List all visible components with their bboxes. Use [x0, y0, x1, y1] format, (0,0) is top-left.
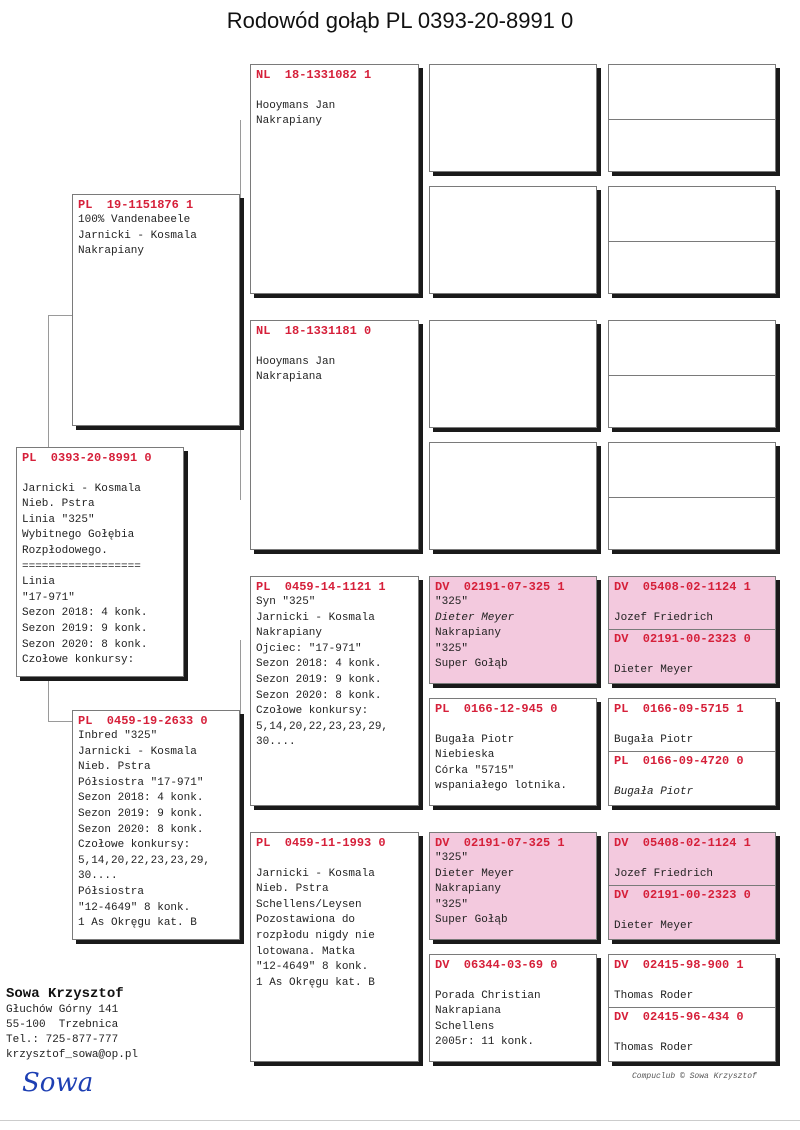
- detail-line: Linia "325": [22, 513, 95, 526]
- detail-line: Pozostawiona do: [256, 914, 356, 927]
- detail-line: Thomas Roder: [614, 989, 694, 1002]
- detail-line: Nakrapiany: [256, 627, 323, 640]
- pedigree-box-empty: [429, 320, 597, 428]
- detail-line: Jozef Friedrich: [614, 611, 714, 624]
- pigeon-details: [435, 717, 591, 795]
- pedigree-box-mff: [429, 576, 597, 684]
- detail-line: Sezon 2020: 8 konk.: [256, 689, 382, 702]
- detail-line: [614, 851, 770, 867]
- detail-line: Inbred "325": [78, 730, 158, 742]
- detail-line: Hooymans Jan: [256, 99, 336, 112]
- pigeon-details: [614, 769, 770, 800]
- pigeon-details: [614, 851, 770, 882]
- detail-line: Sezon 2020: 8 konk.: [22, 638, 148, 651]
- detail-line: [614, 647, 770, 663]
- ring-number: PL 19-1151876 1: [78, 198, 194, 212]
- page-title: Rodowód gołąb PL 0393-20-8991 0: [226, 8, 574, 33]
- ring-number: DV 06344-03-69 0: [435, 958, 558, 972]
- pedigree-box-main: [16, 447, 184, 677]
- detail-line: [614, 903, 770, 919]
- detail-line: Linia: [22, 576, 56, 589]
- detail-line: Hooymans Jan: [256, 355, 336, 368]
- pedigree-box-g4: [608, 954, 776, 1062]
- detail-line: Sezon 2020: 8 konk.: [78, 823, 204, 836]
- detail-line: "17-971": [22, 591, 75, 604]
- pigeon-details: [614, 717, 770, 748]
- detail-line: Nakrapiany: [78, 245, 145, 258]
- detail-line: "325": [435, 898, 469, 911]
- detail-line: Super Gołąb: [435, 658, 508, 671]
- detail-line: Schellens: [435, 1020, 495, 1033]
- ring-number: NL 18-1331181 0: [256, 324, 372, 338]
- pigeon-details: [256, 851, 413, 991]
- detail-line: Sezon 2018: 4 konk.: [78, 792, 204, 805]
- detail-line: Wybitnego Gołębia: [22, 529, 135, 542]
- detail-line: Schellens/Leysen: [256, 898, 362, 911]
- detail-line: Nakrapiana: [256, 371, 323, 384]
- ring-number: PL 0459-19-2633 0: [78, 714, 208, 728]
- detail-line: ==================: [22, 560, 141, 573]
- pigeon-details: [435, 595, 591, 673]
- copyright-note: Compuclub © Sowa Krzysztof: [632, 1072, 757, 1081]
- detail-line: 30....: [256, 736, 296, 749]
- ring-number: PL 0459-11-1993 0: [256, 836, 386, 850]
- detail-line: lotowana. Matka: [256, 945, 356, 958]
- ring-number: PL 0166-12-945 0: [435, 702, 558, 716]
- pigeon-details: [78, 729, 234, 932]
- breeder-info: [6, 985, 138, 1063]
- pedigree-box-g1: [608, 576, 776, 684]
- ring-number: PL 0166-09-4720 0: [614, 754, 744, 768]
- pedigree-box-empty: [608, 442, 776, 550]
- pigeon-details: [614, 1025, 770, 1056]
- detail-line: [22, 466, 178, 482]
- pigeon-details: [435, 973, 591, 1051]
- detail-line: "325": [435, 642, 469, 655]
- detail-line: Jarnicki - Kosmala: [22, 482, 141, 495]
- detail-line: Sezon 2018: 4 konk.: [256, 658, 382, 671]
- pigeon-details: [614, 903, 770, 934]
- detail-line: Dieter Meyer: [435, 867, 515, 880]
- detail-line: Sezon 2019: 9 konk.: [78, 807, 204, 820]
- detail-line: Jozef Friedrich: [614, 867, 714, 880]
- bottom-divider: [0, 1120, 800, 1121]
- pigeon-details: [256, 595, 413, 751]
- detail-line: Nakrapiany: [435, 883, 502, 896]
- detail-line: Ojciec: "17-971": [256, 642, 362, 655]
- ring-number: DV 02191-00-2323 0: [614, 888, 751, 902]
- detail-line: wspaniałego lotnika.: [435, 780, 568, 793]
- ring-number: DV 02191-07-325 1: [435, 580, 565, 594]
- signature: Sowa: [22, 1068, 94, 1098]
- detail-line: [256, 851, 413, 867]
- detail-line: 1 As Okręgu kat. B: [78, 917, 197, 930]
- detail-line: Nakrapiany: [256, 115, 323, 128]
- detail-line: Rozpłodowego.: [22, 544, 108, 557]
- pedigree-box-mother: [72, 710, 240, 940]
- detail-line: [614, 1025, 770, 1041]
- detail-line: Dieter Meyer: [614, 919, 694, 932]
- detail-line: Nakrapiany: [435, 627, 502, 640]
- pedigree-box-mm: [250, 832, 419, 1062]
- detail-line: [435, 717, 591, 733]
- ring-number: PL 0166-09-5715 1: [614, 702, 744, 716]
- detail-line: "325": [435, 596, 469, 608]
- pedigree-box-g3: [608, 832, 776, 940]
- detail-line: [614, 595, 770, 611]
- detail-line: Nieb. Pstra: [78, 761, 151, 774]
- detail-line: Thomas Roder: [614, 1041, 694, 1054]
- detail-line: 1 As Okręgu kat. B: [256, 976, 375, 989]
- detail-line: Czołowe konkursy:: [256, 705, 369, 718]
- detail-line: Jarnicki - Kosmala: [78, 745, 197, 758]
- ring-number: DV 05408-02-1124 1: [614, 580, 751, 594]
- detail-line: Niebieska: [435, 749, 495, 762]
- detail-line: Nakrapiana: [435, 1005, 502, 1018]
- detail-line: 5,14,20,22,23,23,29,: [78, 854, 211, 867]
- detail-line: Bugała Piotr: [614, 733, 694, 746]
- breeder-address2: 55-100 Trzebnica: [6, 1019, 119, 1031]
- detail-line: 2005r: 11 konk.: [435, 1036, 535, 1049]
- detail-line: Półsiostra: [78, 885, 145, 898]
- ring-number: DV 02415-96-434 0: [614, 1010, 744, 1024]
- detail-line: "12-4649" 8 konk.: [78, 901, 191, 914]
- ring-number: DV 05408-02-1124 1: [614, 836, 751, 850]
- detail-line: Syn "325": [256, 596, 316, 608]
- detail-line: Super Gołąb: [435, 914, 508, 927]
- detail-line: Dieter Meyer: [435, 611, 515, 624]
- detail-line: Sezon 2019: 9 konk.: [256, 673, 382, 686]
- detail-line: [614, 973, 770, 989]
- ring-number: DV 02415-98-900 1: [614, 958, 744, 972]
- pedigree-box-father: [72, 194, 240, 426]
- detail-line: [256, 83, 413, 99]
- ring-number: DV 02191-00-2323 0: [614, 632, 751, 646]
- detail-line: [614, 717, 770, 733]
- pigeon-details: [435, 851, 591, 929]
- detail-line: Bugała Piotr: [614, 785, 694, 798]
- pigeon-details: [78, 213, 234, 260]
- pedigree-box-mmf: [429, 832, 597, 940]
- pedigree-box-empty: [429, 64, 597, 172]
- ring-number: PL 0393-20-8991 0: [22, 451, 152, 465]
- detail-line: Półsiostra "17-971": [78, 776, 204, 789]
- detail-line: Jarnicki - Kosmala: [78, 229, 197, 242]
- detail-line: Czołowe konkursy:: [22, 654, 135, 667]
- pedigree-box-empty: [429, 442, 597, 550]
- detail-line: Nieb. Pstra: [256, 883, 329, 896]
- breeder-name: Sowa Krzysztof: [6, 986, 124, 1002]
- detail-line: "325": [435, 852, 469, 864]
- detail-line: Dieter Meyer: [614, 663, 694, 676]
- pigeon-details: [256, 339, 413, 386]
- pedigree-box-mf: [250, 576, 419, 806]
- detail-line: Jarnicki - Kosmala: [256, 611, 375, 624]
- pedigree-box-ff: [250, 64, 419, 294]
- detail-line: Czołowe konkursy:: [78, 839, 191, 852]
- detail-line: 30....: [78, 870, 118, 883]
- breeder-email: krzysztof_sowa@op.pl: [6, 1049, 139, 1061]
- detail-line: [614, 769, 770, 785]
- detail-line: Sezon 2019: 9 konk.: [22, 622, 148, 635]
- detail-line: Sezon 2018: 4 konk.: [22, 607, 148, 620]
- breeder-phone: Tel.: 725-877-777: [6, 1034, 119, 1046]
- detail-line: 5,14,20,22,23,23,29,: [256, 720, 389, 733]
- pedigree-box-fm: [250, 320, 419, 550]
- pedigree-box-empty: [608, 186, 776, 294]
- ring-number: PL 0459-14-1121 1: [256, 580, 386, 594]
- pigeon-details: [614, 647, 770, 678]
- pedigree-box-empty: [429, 186, 597, 294]
- pedigree-box-empty: [608, 320, 776, 428]
- pedigree-box-mmm: [429, 954, 597, 1062]
- breeder-address1: Głuchów Górny 141: [6, 1004, 119, 1016]
- pigeon-details: [614, 595, 770, 626]
- detail-line: Porada Christian: [435, 989, 541, 1002]
- pedigree-box-mfm: [429, 698, 597, 806]
- detail-line: Córka "5715": [435, 764, 515, 777]
- detail-line: "12-4649" 8 konk.: [256, 961, 369, 974]
- detail-line: [256, 339, 413, 355]
- pigeon-details: [22, 466, 178, 669]
- detail-line: Nieb. Pstra: [22, 498, 95, 511]
- detail-line: 100% Vandenabeele: [78, 214, 191, 226]
- ring-number: DV 02191-07-325 1: [435, 836, 565, 850]
- detail-line: [435, 973, 591, 989]
- pigeon-details: [614, 973, 770, 1004]
- pedigree-box-empty: [608, 64, 776, 172]
- pedigree-box-g2: [608, 698, 776, 806]
- detail-line: Jarnicki - Kosmala: [256, 867, 375, 880]
- detail-line: Bugała Piotr: [435, 733, 515, 746]
- pigeon-details: [256, 83, 413, 130]
- detail-line: rozpłodu nigdy nie: [256, 929, 375, 942]
- ring-number: NL 18-1331082 1: [256, 68, 372, 82]
